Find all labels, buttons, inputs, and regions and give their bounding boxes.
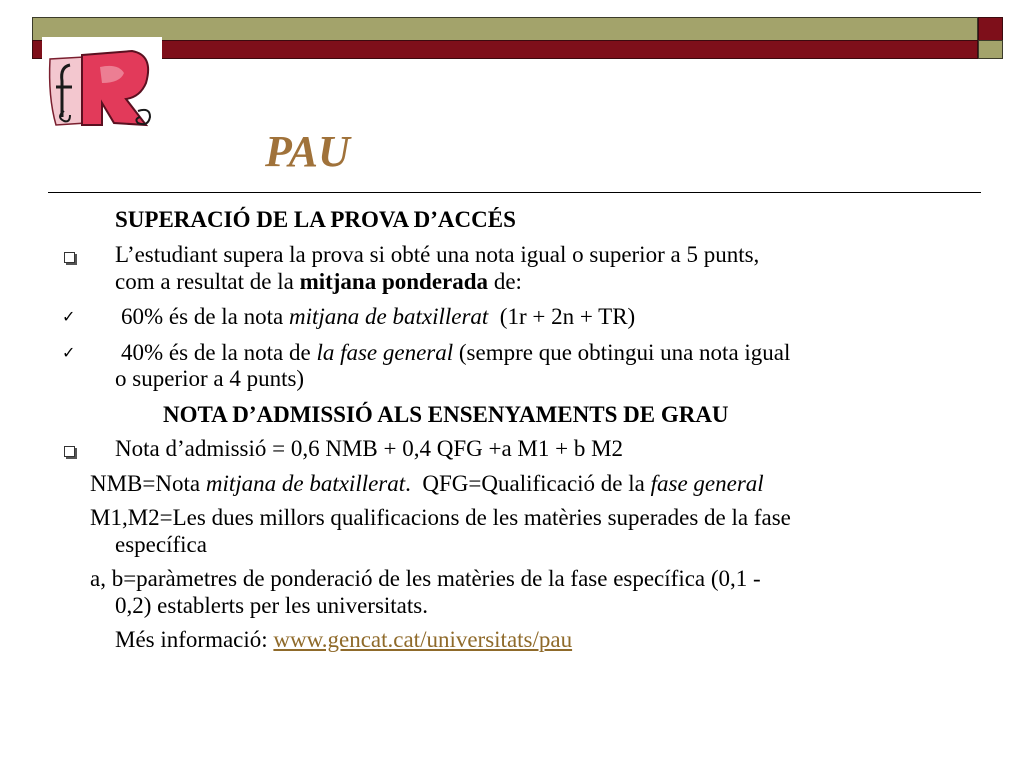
italic-text: mitjana de batxillerat — [205, 471, 406, 496]
checkmark-icon: ✓ — [62, 343, 76, 362]
text-span: 40% és de la nota de — [121, 340, 317, 365]
more-info-label: Més informació: — [115, 627, 274, 652]
header-bar-olive — [32, 17, 978, 41]
header-square-olive — [978, 40, 1003, 59]
checkmark-icon: ✓ — [62, 307, 76, 326]
heading-text: SUPERACIÓ DE LA PROVA D’ACCÉS — [115, 207, 516, 232]
italic-text: la fase general — [316, 340, 454, 365]
more-info — [115, 627, 572, 653]
italic-text: mitjana de batxillerat — [288, 304, 489, 329]
bullet-pass-line2 — [115, 269, 522, 295]
bullet-pass-line1: L’estudiant supera la prova si obté una nota igual o superior a 5 punts, — [115, 242, 760, 267]
square-bullet-icon — [64, 252, 75, 263]
para-ab-line1: a, b=paràmetres de ponderació de les matèries de la fase específica (0,1 - — [90, 566, 761, 591]
heading-text: NOTA D’ADMISSIÓ ALS ENSENYAMENTS DE GRAU — [163, 402, 729, 427]
para-ab-line2: 0,2) establerts per les universitats. — [115, 593, 428, 618]
text-span: . QFG=Qualificació de la — [405, 471, 651, 496]
text-span: NMB=Nota — [90, 471, 206, 496]
bold-text: mitjana ponderada — [299, 269, 489, 294]
more-info-link[interactable]: www.gencat.cat/universitats/pau — [273, 627, 573, 652]
check-fase-general-line1 — [121, 340, 790, 366]
square-bullet-icon — [64, 446, 75, 457]
slide-title: PAU — [265, 127, 350, 176]
title-divider — [48, 192, 981, 193]
para-definitions — [90, 471, 764, 497]
section-heading-admission — [163, 402, 729, 428]
text-span: (1r + 2n + TR) — [488, 304, 636, 329]
text-span: 60% és de la nota — [121, 304, 289, 329]
para-m1m2-line2: específica — [115, 532, 207, 557]
check-fase-general-line2: o superior a 4 punts) — [115, 366, 305, 391]
bullet-formula: Nota d’admissió = 0,6 NMB + 0,4 QFG +a M1 + b M2 — [115, 436, 624, 461]
text-span: com a resultat de la — [115, 269, 300, 294]
check-batxillerat — [121, 304, 635, 330]
header-square-maroon — [978, 17, 1003, 41]
text-span: de: — [488, 269, 522, 294]
italic-text: fase general — [650, 471, 764, 496]
section-heading-access — [115, 207, 516, 233]
text-span: (sempre que obtingui una nota igual — [453, 340, 791, 365]
header-bar-maroon — [32, 40, 978, 59]
fr-logo-icon — [42, 37, 162, 133]
para-m1m2-line1: M1,M2=Les dues millors qualificacions de les matèries superades de la fase — [90, 505, 791, 530]
